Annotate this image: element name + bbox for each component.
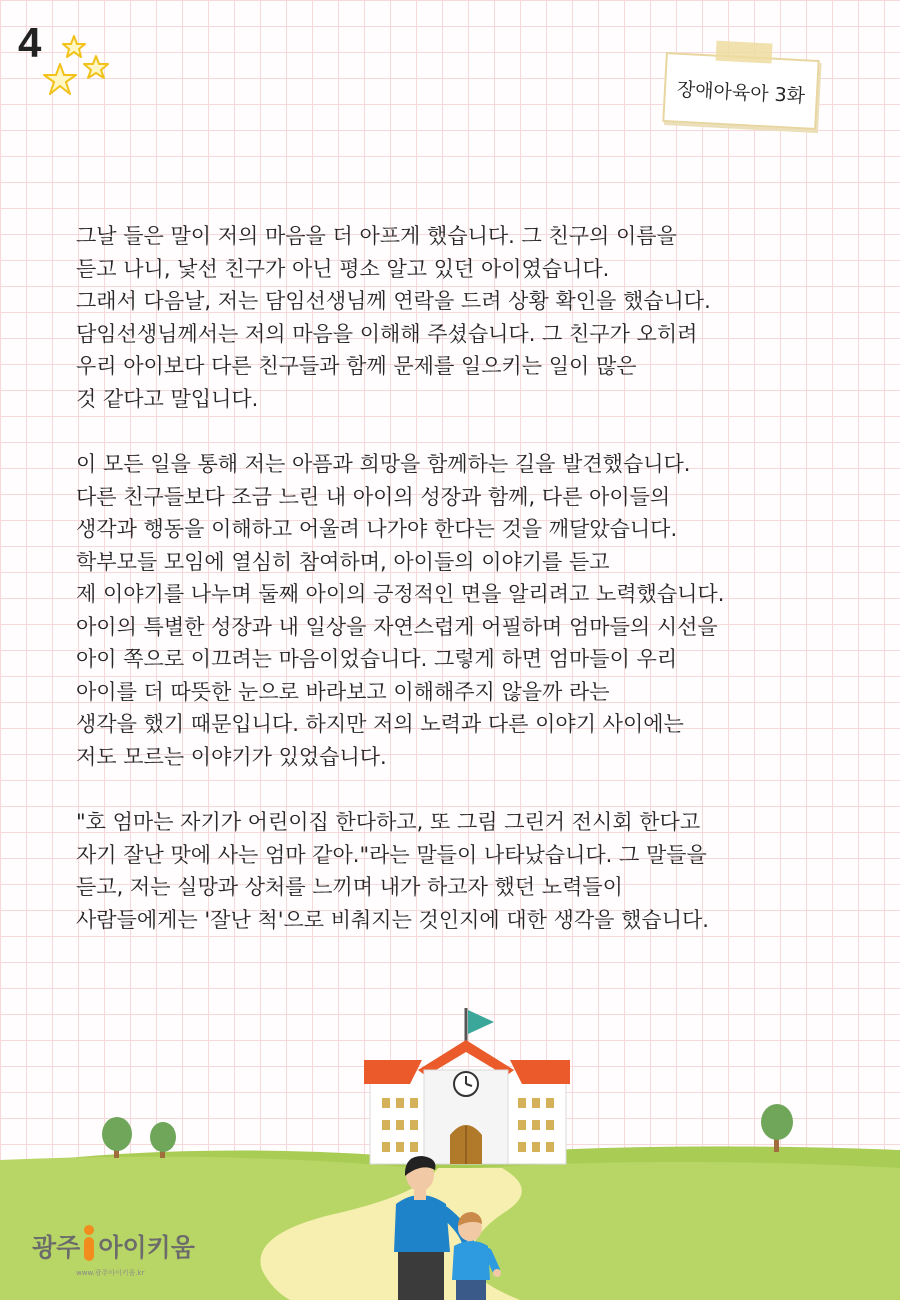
paragraph (76, 448, 866, 773)
logo-text-left: 광주 (32, 1233, 81, 1262)
text-line: 생각을 했기 때문입니다. 하지만 저의 노력과 다른 이야기 사이에는 (76, 712, 684, 736)
text-line: 사람들에게는 '잘난 척'으로 비춰지는 것인지에 대한 생각을 했습니다. (76, 907, 709, 932)
tree-icon (102, 1117, 132, 1158)
star-doodles-icon (40, 30, 120, 102)
story-text (76, 220, 866, 969)
text-line: 듣고, 저는 실망과 상처를 느끼며 내가 하고자 했던 노력들이 (76, 875, 623, 899)
episode-note (662, 52, 819, 130)
text-line: 우리 아이보다 다른 친구들과 함께 문제를 일으키는 일이 많은 (76, 354, 637, 378)
logo-i-mark-icon (82, 1231, 96, 1261)
text-line: 듣고 나니, 낯선 친구가 아닌 평소 알고 있던 아이였습니다. (76, 256, 610, 281)
page-number: 4 (18, 19, 42, 66)
text-line: 담임선생님께서는 저의 마음을 이해해 주셨습니다. 그 친구가 오히려 (76, 321, 698, 346)
text-line: "호 엄마는 자기가 어린이집 한다하고, 또 그림 그린거 전시회 한다고 (76, 810, 701, 834)
gwangju-ikium-logo (32, 1228, 232, 1278)
logo-url: www.광주아이키움.kr (76, 1269, 145, 1277)
text-line: 제 이야기를 나누며 둘째 아이의 긍정적인 면을 알리려고 노력했습니다. (76, 582, 725, 606)
school-building-icon (364, 1008, 570, 1164)
tree-icon (761, 1104, 793, 1152)
text-line: 아이의 특별한 성장과 내 일상을 자연스럽게 어필하며 엄마들의 시선을 (76, 614, 718, 639)
text-line: 것 같다고 말입니다. (76, 386, 259, 411)
logo-text-right: 아이키움 (98, 1233, 195, 1262)
episode-label: 장애아육아 3화 (676, 78, 806, 107)
text-line: 그날 들은 말이 저의 마음을 더 아프게 했습니다. 그 친구의 이름을 (76, 224, 677, 248)
text-line: 생각과 행동을 이해하고 어울려 나가야 한다는 것을 깨달았습니다. (76, 517, 678, 541)
paragraph (76, 220, 866, 415)
text-line: 저도 모르는 이야기가 있었습니다. (76, 744, 387, 769)
text-line: 자기 잘난 맛에 사는 엄마 같아."라는 말들이 나타났습니다. 그 말들을 (76, 842, 707, 867)
text-line: 이 모든 일을 통해 저는 아픔과 희망을 함께하는 길을 발견했습니다. (76, 452, 691, 476)
tape-strip (716, 41, 773, 64)
text-line: 다른 친구들보다 조금 느린 내 아이의 성장과 함께, 다른 아이들의 (76, 484, 671, 509)
text-line: 그래서 다음날, 저는 담임선생님께 연락을 드려 상황 확인을 했습니다. (76, 289, 711, 313)
text-line: 아이를 더 따뜻한 눈으로 바라보고 이해해주지 않을까 라는 (76, 679, 610, 704)
paragraph (76, 806, 866, 936)
text-line: 아이 쪽으로 이끄려는 마음이었습니다. 그렇게 하면 엄마들이 우리 (76, 647, 678, 671)
text-line: 학부모들 모임에 열심히 참여하며, 아이들의 이야기를 듣고 (76, 549, 610, 574)
